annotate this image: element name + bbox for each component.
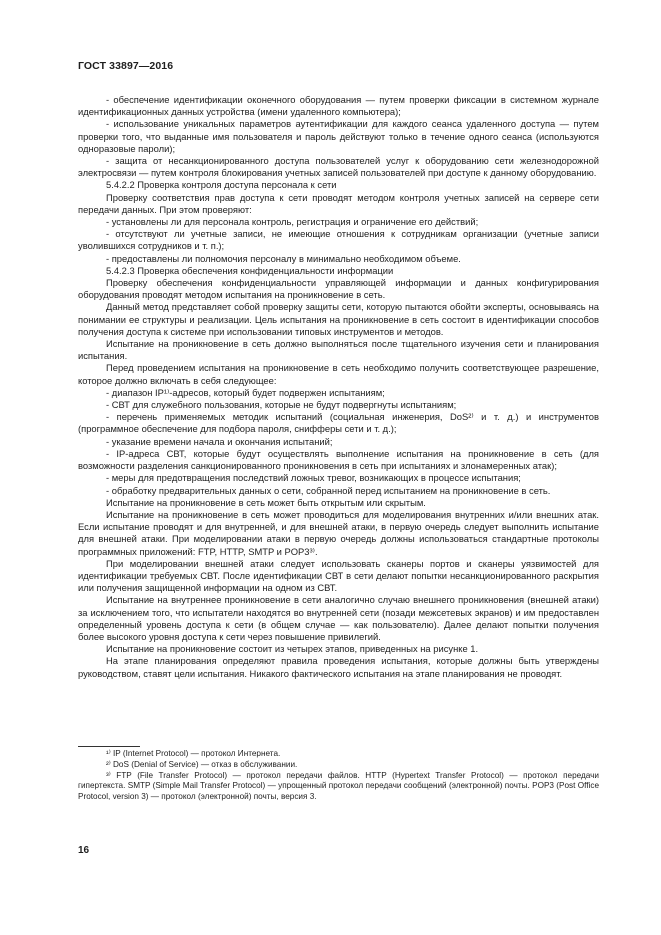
paragraph: Испытание на внутреннее проникновение в сети аналогично случаю внешнего проникновения (внешней атаки) за исключением того, что испытатели находятся во внутренней сети (позади межсетевых экранов) и им предоставлен определенный уровень доступа к сети (в общем случае — как пользователю). Далее делают попытки получения более высокого уровня доступа к сети через повышение привилегий. — [78, 594, 599, 642]
footnote-divider — [78, 746, 140, 747]
footnote: ²⁾ DoS (Denial of Service) — отказ в обслуживании. — [106, 759, 298, 769]
footnotes — [78, 749, 599, 803]
paragraph: Проверку обеспечения конфиденциальности управляющей информации и данных конфигурирования оборудования проводят методом испытания на проникновение в сеть. — [78, 277, 599, 301]
paragraph: - указание времени начала и окончания испытаний; — [106, 435, 333, 447]
paragraph: - обеспечение идентификации оконечного оборудования — путем проверки фиксации в системном журнале идентификационных данных устройства (имени удаленного компьютера); — [78, 94, 599, 118]
section-heading: 5.4.2.3 Проверка обеспечения конфиденциальности информации — [106, 264, 394, 276]
paragraph: Испытание на проникновение в сеть может проводиться для моделирования внутренних и/или внешних атак. Если испытание проводят и для внутренней, и для внешней атаки, в первую очередь следует выполнить испытание для внешней атаки. При моделировании атаки в первую очередь должны использоваться стандартные протоколы программных приложений: FTP, HTTP, SMTP и POP3³⁾. — [78, 508, 599, 557]
paragraph: При моделировании внешней атаки следует использовать сканеры портов и сканеры уязвимостей для идентификации требуемых СВТ. После идентификации СВТ в сети делают попытки несанкционированного раскрытия или получения защищенной информации на одном из СВТ. — [78, 557, 599, 594]
paragraph: - IP-адреса СВТ, которые будут осуществлять выполнение испытания на проникновение в сеть (для возможности разделения санкционированного проникновения в сеть при испытаниях и злонамеренных атак); — [78, 447, 599, 472]
paragraph: На этапе планирования определяют правила проведения испытания, которые должны быть утверждены руководством, ставят цели испытания. Никакого фактического испытания на этапе планирования не проводят. — [78, 655, 599, 679]
section-heading: 5.4.2.2 Проверка контроля доступа персонала к сети — [106, 179, 337, 191]
paragraph: - СВТ для служебного пользования, которые не будут подвергнуты испытаниям; — [106, 399, 457, 411]
paragraph: - использование уникальных параметров аутентификации для каждого сеанса удаленного доступа — путем проверки того, что выданные имя пользователя и пароль действуют только в течение одного сеанса (используются одноразовые пароли); — [78, 118, 599, 154]
paragraph: Перед проведением испытания на проникновение в сеть необходимо получить соответствующее разрешение, которое должно включать в себя следующее: — [78, 362, 599, 386]
paragraph: - предоставлены ли полномочия персоналу в минимально необходимом объеме. — [106, 252, 461, 264]
paragraph: - отсутствуют ли учетные записи, не имеющие отношения к сотрудникам организации (учетные записи уволившихся сотрудников и т. п.); — [78, 228, 599, 252]
body-text — [78, 94, 599, 680]
paragraph: - перечень применяемых методик испытаний (социальная инженерия, DoS²⁾ и т. д.) и инструментов (программное обеспечение для подбора пароля, снифферы сети и т. д.); — [78, 411, 599, 435]
paragraph: - защита от несанкционированного доступа пользователей услуг к оборудованию сети железнодорожной электросвязи — путем контроля блокирования учетных записей пользователей при доступе к данному оборудованию. — [78, 155, 599, 179]
paragraph: Проверку соответствия прав доступа к сети проводят методом контроля учетных записей на сервере сети передачи данных. При этом проверяют: — [78, 191, 599, 215]
paragraph: Данный метод представляет собой проверку защиты сети, которую пытаются обойти эксперты, основываясь на понимании ее структуры и реализации. Цель испытания на проникновение в сеть состоит в идентификации способов получения доступа к системе при использовании типовых инструментов и методов. — [78, 301, 599, 337]
footnote: ³⁾ FTP (File Transfer Protocol) — протокол передачи файлов. HTTP (Hypertext Transfer Protocol) — протокол передачи гипертекста. SMTP (Simple Mail Transfer Protocol) — упрощенный протокол передачи сообщений (электронной) почты. POP3 (Post Office Protocol, version 3) — протокол (электронной) почты, версия 3. — [78, 770, 599, 802]
paragraph: Испытание на проникновение в сеть должно выполняться после тщательного изучения сети и планирования испытания. — [78, 338, 599, 362]
page-number: 16 — [78, 845, 90, 856]
document-header: ГОСТ 33897—2016 — [78, 60, 174, 72]
footnote: ¹⁾ IP (Internet Protocol) — протокол Интернета. — [106, 749, 281, 758]
paragraph: - обработку предварительных данных о сети, собранной перед испытанием на проникновение в сеть. — [106, 484, 551, 496]
paragraph: Испытание на проникновение в сеть может быть открытым или скрытым. — [106, 496, 426, 508]
paragraph: - меры для предотвращения последствий ложных тревог, возникающих в процессе испытания; — [106, 472, 521, 484]
paragraph: - установлены ли для персонала контроль, регистрация и ограничение его действий; — [106, 216, 479, 228]
paragraph: - диапазон IP¹⁾-адресов, который будет подвержен испытаниям; — [106, 386, 385, 398]
paragraph: Испытание на проникновение состоит из четырех этапов, приведенных на рисунке 1. — [106, 643, 479, 655]
